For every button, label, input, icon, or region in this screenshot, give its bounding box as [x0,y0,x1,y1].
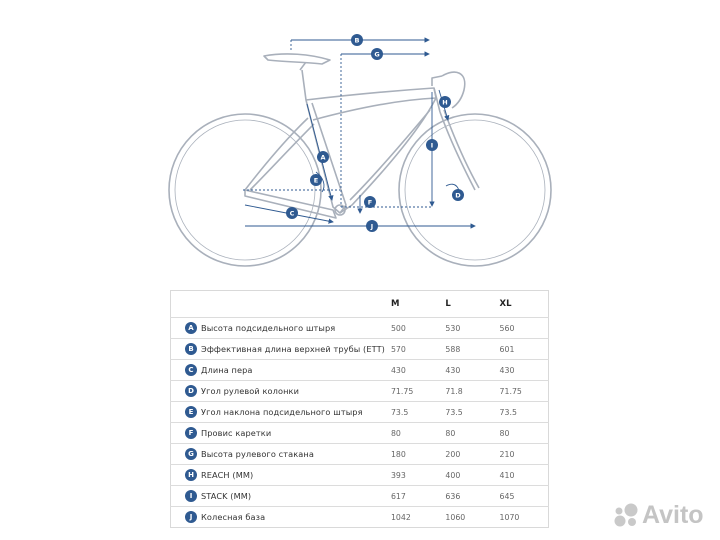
row-label: Провис каретки [201,428,272,438]
row-label: Эффективная длина верхней трубы (ETT) [201,344,385,354]
value-l: 588 [439,339,493,360]
value-l: 73.5 [439,402,493,423]
value-l: 200 [439,444,493,465]
row-badge: G [185,448,197,460]
table-row [171,360,549,381]
row-badge: J [185,511,197,523]
table-row [171,423,549,444]
value-m: 393 [385,465,439,486]
value-m: 1042 [390,512,411,522]
value-m: 570 [385,339,439,360]
geometry-table [170,290,549,528]
table-row [171,486,549,507]
table-header [171,291,549,318]
value-xl: 430 [494,360,549,381]
row-badge: F [185,427,197,439]
row-label: STACK (MM) [201,491,252,501]
row-label: Длина пера [201,365,253,375]
svg-text:A: A [320,153,326,162]
value-xl: 1070 [499,512,520,522]
badge-g [439,96,451,108]
badge-j [366,220,378,232]
badge-i [426,139,438,151]
value-l: 430 [439,360,493,381]
value-m: 80 [385,423,439,444]
badge-e [310,174,322,186]
row-badge: A [185,322,197,334]
value-m: 71.75 [385,381,439,402]
value-xl: 560 [494,318,549,339]
svg-text:E: E [313,176,319,185]
table-row [171,402,549,423]
value-m: 180 [385,444,439,465]
value-xl: 80 [494,423,549,444]
header-size-l: L [439,291,493,318]
value-xl: 71.75 [494,381,549,402]
value-xl: 601 [494,339,549,360]
row-label: Высота подсидельного штыря [201,323,336,333]
header-size-xl: XL [494,291,549,318]
row-badge: B [185,343,197,355]
row-label: REACH (MM) [201,470,254,480]
badge-f [364,196,376,208]
svg-text:F: F [367,198,373,207]
badge-d [452,189,464,201]
value-xl: 645 [494,486,549,507]
table-row [171,465,549,486]
watermark-text: Avito [642,501,704,529]
svg-text:J: J [370,222,374,231]
value-l: 71.8 [439,381,493,402]
svg-text:D: D [455,191,461,200]
value-m: 500 [385,318,439,339]
table-row [171,444,549,465]
badge-b [351,34,363,46]
badge-c [286,207,298,219]
value-l: 80 [439,423,493,444]
header-size-m: M [385,291,439,318]
svg-text:G: G [374,50,380,59]
row-label: Угол наклона подсидельного штыря [201,407,363,417]
value-m: 430 [385,360,439,381]
badge-a [317,151,329,163]
svg-text:H: H [442,98,448,107]
value-xl: 210 [494,444,549,465]
row-label: Угол рулевой колонки [201,386,300,396]
bike-frame [245,54,479,218]
row-badge: D [185,385,197,397]
value-l: 530 [439,318,493,339]
table-row [171,381,549,402]
header-blank [171,291,385,318]
badge-h [371,48,383,60]
svg-text:C: C [289,209,295,218]
row-badge: I [185,490,197,502]
row-label: Высота рулевого стакана [201,449,314,459]
table-row [171,507,549,528]
value-xl: 410 [494,465,549,486]
value-xl: 73.5 [494,402,549,423]
value-m: 73.5 [385,402,439,423]
row-badge: E [185,406,197,418]
table-row [171,339,549,360]
value-l: 636 [439,486,493,507]
avito-watermark [612,500,714,530]
row-label: Колесная база [201,512,266,522]
svg-text:B: B [354,36,360,45]
avito-logo-icon [612,502,640,528]
svg-text:I: I [430,141,434,150]
row-badge: H [185,469,197,481]
value-l: 1060 [445,512,466,522]
table-row [171,318,549,339]
value-m: 617 [385,486,439,507]
value-l: 400 [439,465,493,486]
row-badge: C [185,364,197,376]
